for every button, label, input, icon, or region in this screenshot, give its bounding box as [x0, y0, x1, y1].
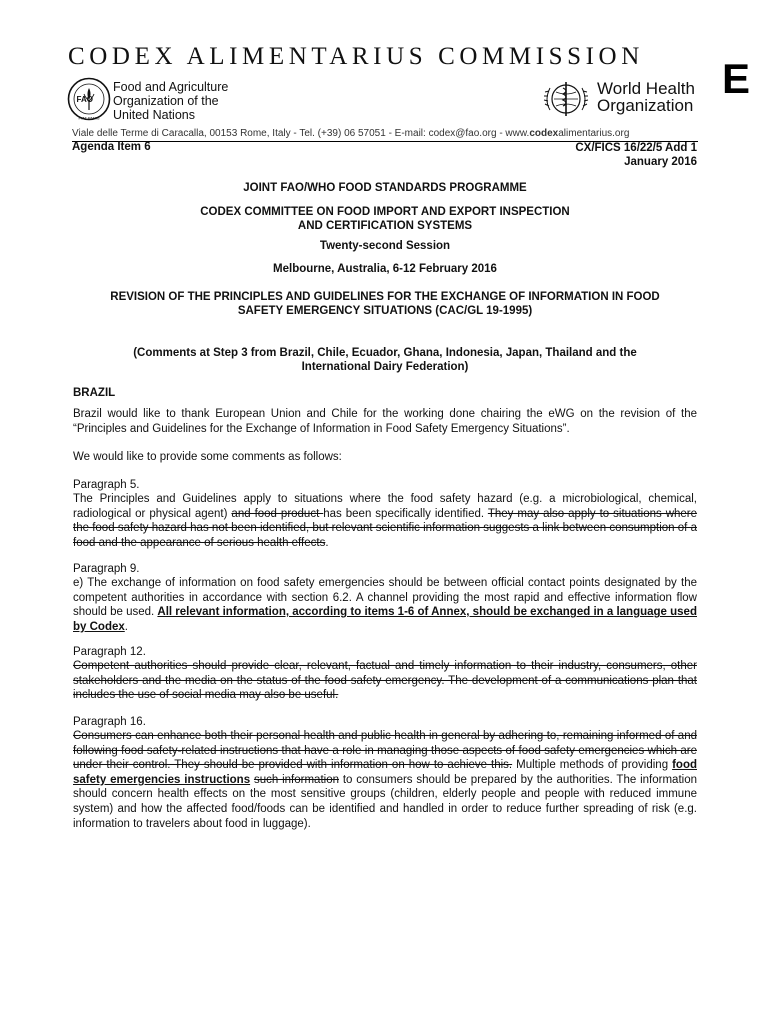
committee-title — [72, 205, 698, 233]
venue-title: Melbourne, Australia, 6-12 February 2016 — [273, 263, 497, 275]
paragraph-5-text — [73, 492, 697, 550]
document-date: January 2016 — [624, 156, 697, 168]
who-name-line: World Health — [597, 79, 695, 98]
paragraph-16-text-a: Multiple methods of providing — [512, 759, 673, 772]
paragraph-12-label: Paragraph 12. — [73, 646, 146, 658]
committee-title-line: AND CERTIFICATION SYSTEMS — [297, 220, 473, 232]
country-heading: BRAZIL — [73, 387, 116, 399]
paragraph-5-deletion-b: They may also apply to situations where the food safety hazard has not been identified, but relevant scientific information suggests a link between consumption of a food and the appearance of serious health effects — [73, 507, 698, 549]
paragraph-16-text-c: to consumers should be prepared by the authorities. The information should concern health effects on the most sensitive groups (children, elderly people and people with reduced immune system) and how the affected food/foods can be identified and handled in order to reduce further spreading of risk (e.g. information to travelers about food in luggage). — [73, 773, 697, 830]
committee-title-line: CODEX COMMITTEE ON FOOD IMPORT AND EXPORT INSPECTION — [200, 206, 570, 218]
paragraph-16-text — [73, 729, 697, 831]
document-code: CX/FICS 16/22/5 Add 1 — [575, 142, 697, 154]
paragraph-5-label: Paragraph 5. — [73, 479, 140, 491]
paragraph-12-text — [73, 659, 697, 703]
fao-logo-motto: FIAT PANIS — [78, 115, 100, 121]
paragraph-9-text-a: e) The exchange of information on food safety emergencies should be between official contact points designated by the competent authorities in accordance with section 6.2. A channel providing the most rapid and effective information flow should be used. — [73, 577, 697, 619]
document-reference — [575, 141, 697, 169]
comments-title — [72, 346, 698, 374]
fao-name — [113, 80, 228, 122]
paragraph-5-text-b: has been specifically identified. — [323, 507, 488, 520]
paragraph-16-deletion-b: such information — [253, 773, 339, 786]
who-emblem-icon — [538, 76, 594, 122]
paragraph-9-label: Paragraph 9. — [73, 563, 140, 575]
paragraph-9-insertion-a: All relevant information, according to items 1-6 of Annex, should be exchanged in a language used by Codex — [73, 606, 697, 633]
fao-logo-letter-f: FAO — [76, 95, 93, 104]
fao-name-line: United Nations — [113, 108, 195, 122]
paragraph-5-deletion-a: and food product — [231, 507, 324, 520]
fao-name-line: Food and Agriculture — [113, 80, 229, 94]
comments-title-line: (Comments at Step 3 from Brazil, Chile, Ecuador, Ghana, Indonesia, Japan, Thailand and the — [133, 347, 637, 359]
paragraph-16-insertion-a: food safety emergencies instructions — [73, 759, 697, 786]
paragraph-16-label: Paragraph 16. — [73, 716, 146, 728]
revision-title — [72, 290, 698, 318]
paragraph-5-text-c: . — [325, 536, 329, 549]
fao-name-line: Organization of the — [113, 94, 219, 108]
paragraph-9-text — [73, 576, 697, 634]
programme-title: JOINT FAO/WHO FOOD STANDARDS PROGRAMME — [243, 182, 527, 194]
session-title: Twenty-second Session — [319, 240, 451, 252]
comments-title-line: International Dairy Federation) — [301, 361, 469, 373]
who-name-line: Organization — [597, 96, 694, 115]
agenda-item: Agenda Item 6 — [72, 141, 151, 153]
contact-prefix: Viale delle Terme di Caracalla, 00153 Rome, Italy - Tel. (+39) 06 57051 - E-mail: codex@fao.org - www. — [72, 128, 530, 139]
contact-bold: codex — [529, 128, 559, 139]
contact-suffix: alimentarius.org — [558, 128, 630, 139]
revision-title-line: SAFETY EMERGENCY SITUATIONS (CAC/GL 19-1995) — [237, 305, 533, 317]
language-letter: E — [722, 55, 751, 102]
paragraph-9-text-b: . — [124, 620, 128, 633]
paragraph-16-deletion-a: Consumers can enhance both their personal health and public health in general by adhering to, remaining informed of and following food safety-related instructions that have a role in managing those aspects of food safety emergencies which are under their control. They should be provided with information on how to achieve this. — [73, 730, 697, 772]
contact-line — [72, 128, 629, 139]
paragraph-12-deletion-a: Competent authorities should provide clear, relevant, factual and timely information to their industry, consumers, other stakeholders and the media on the status of the food safety emergency. The development of a communications plan that includes the use of social media may also be useful. — [73, 660, 697, 702]
provide-comments-text: We would like to provide some comments as follows: — [73, 451, 342, 463]
intro-paragraph: Brazil would like to thank European Union and Chile for the working done chairing the eWG on the revision of the “Principles and Guidelines for the Exchange of Information in Food Safety Emergency Situations”. — [73, 408, 697, 435]
revision-title-line: REVISION OF THE PRINCIPLES AND GUIDELINES FOR THE EXCHANGE OF INFORMATION IN FOOD — [110, 291, 660, 303]
paragraph-5-text-a: The Principles and Guidelines apply to situations where the food safety hazard (e.g. a microbiological, chemical, radiological or physical agent) — [73, 493, 697, 520]
commission-title: CODEX ALIMENTARIUS COMMISSION — [68, 43, 644, 70]
who-name — [597, 80, 695, 114]
fao-logo-icon — [67, 77, 111, 121]
